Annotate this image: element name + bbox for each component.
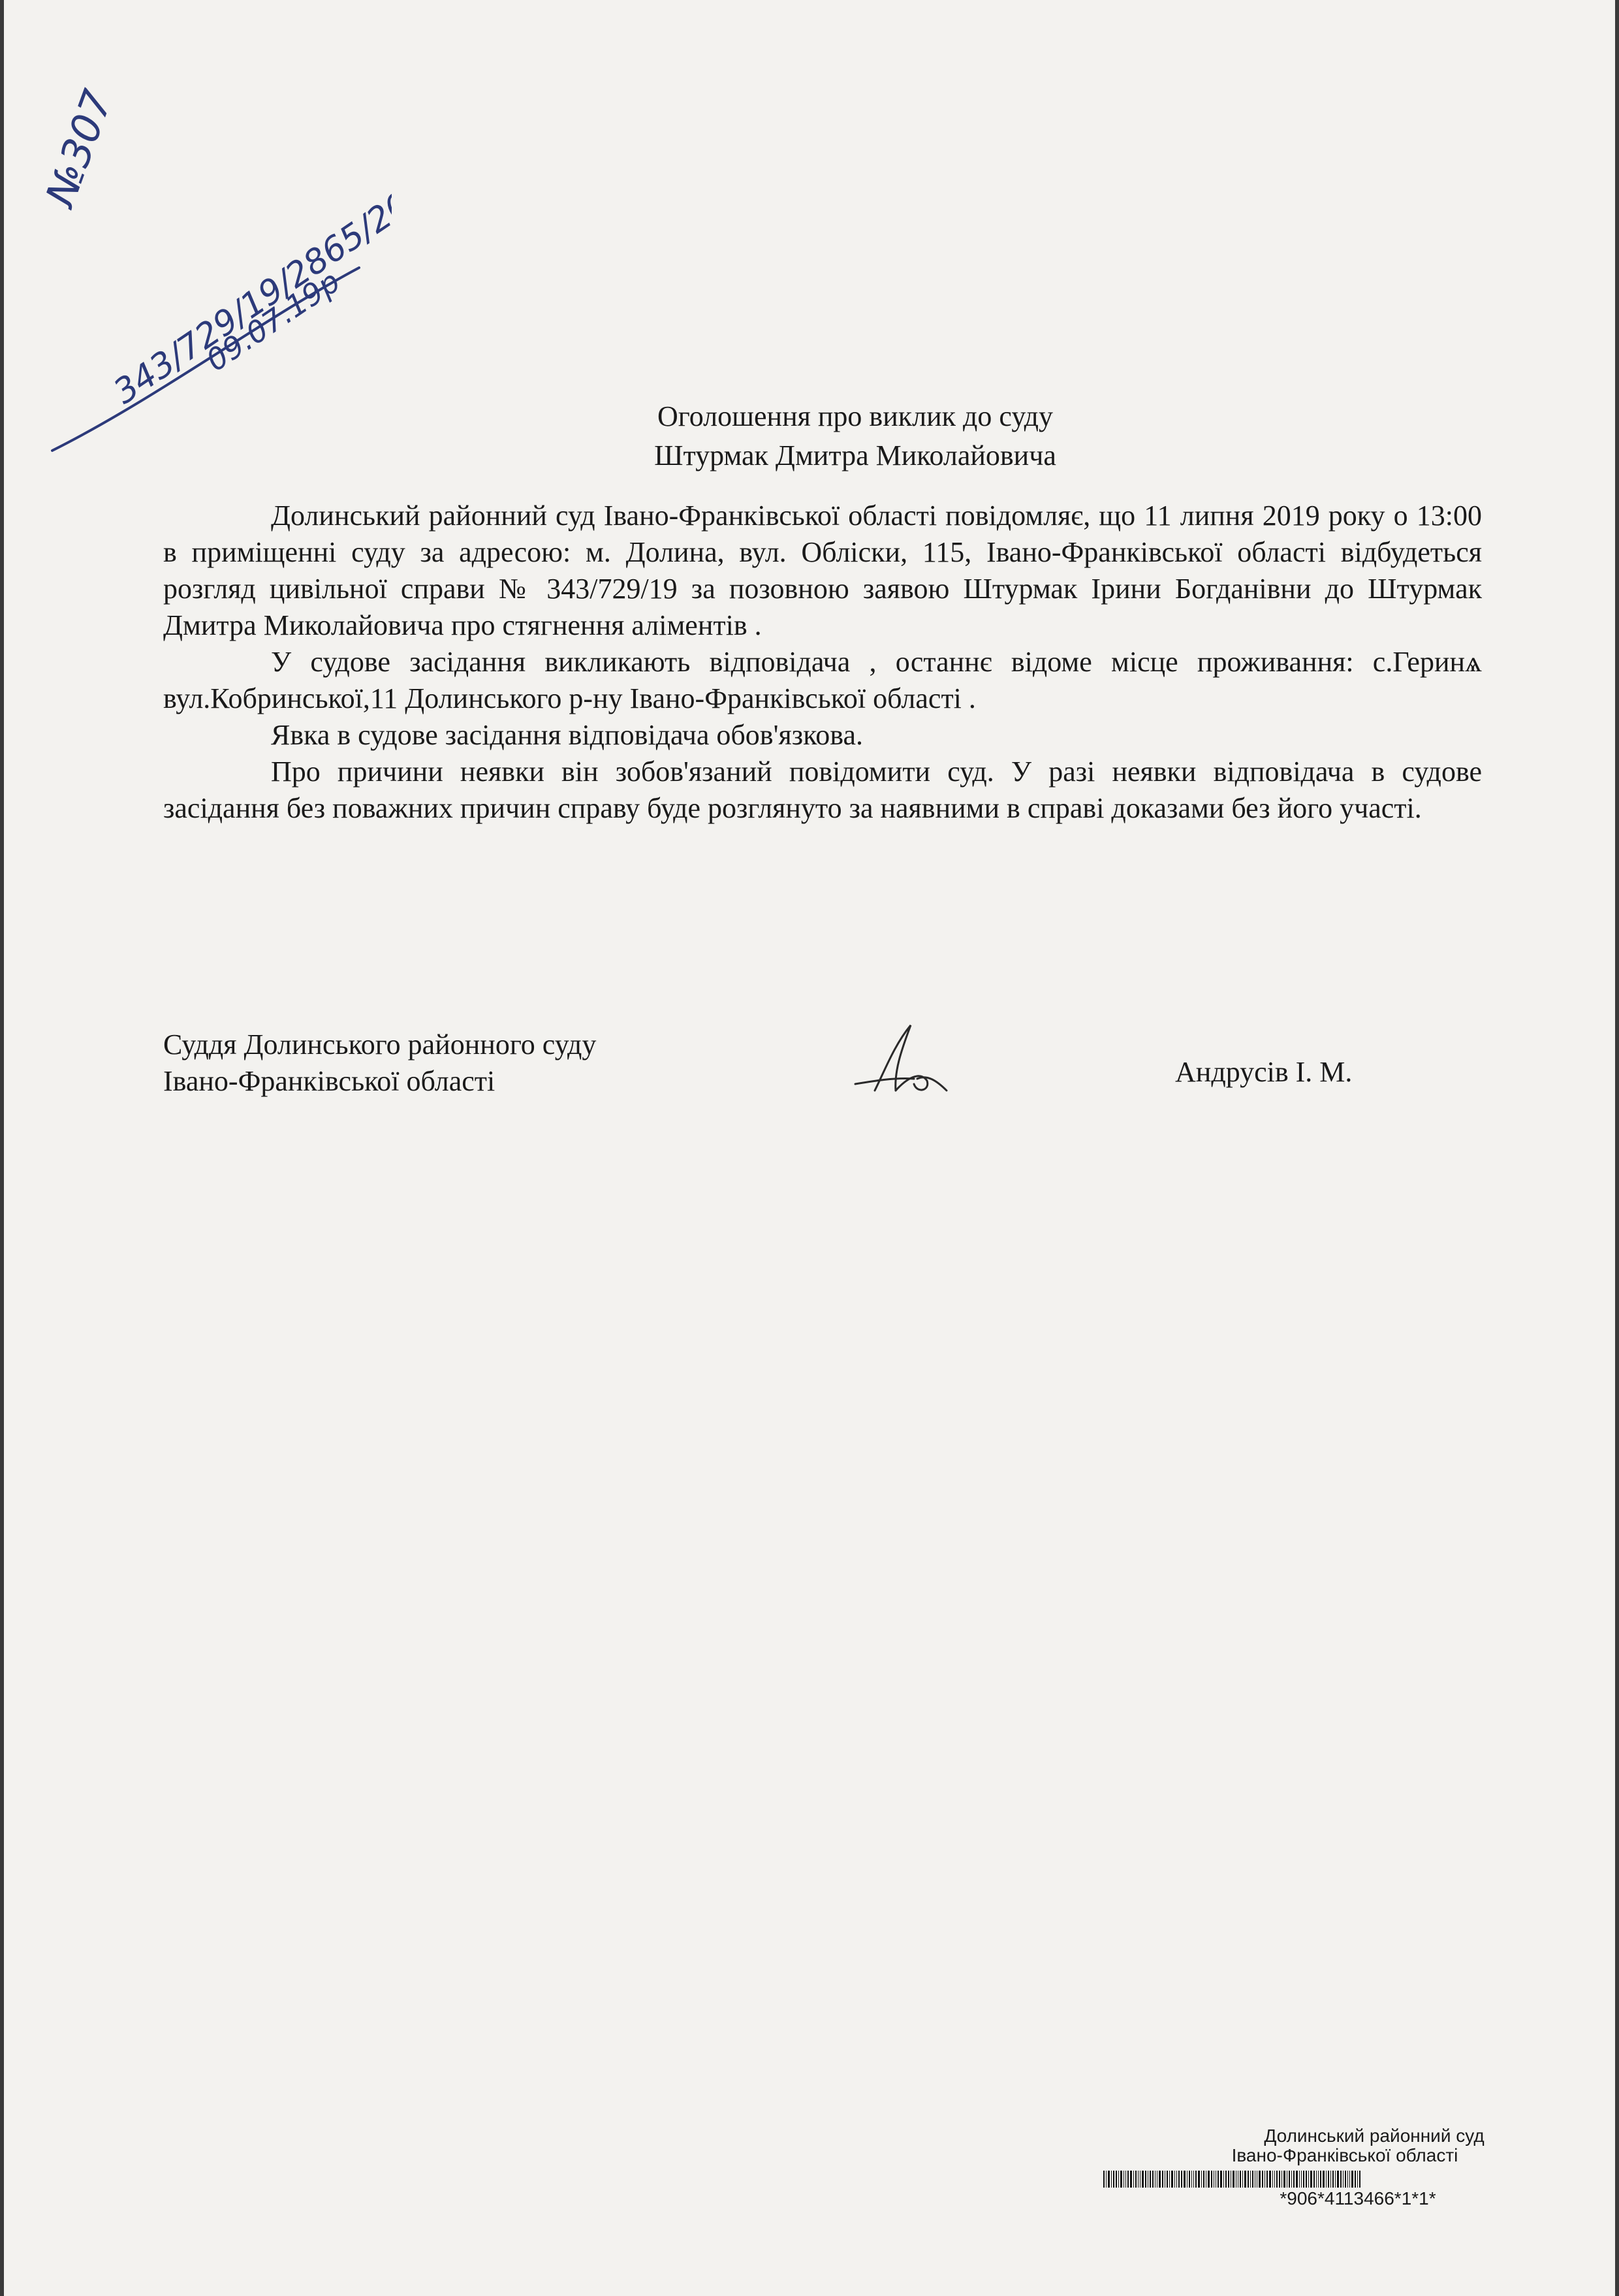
barcode-bar xyxy=(1310,2171,1312,2188)
stamp-region: Івано-Франківської області xyxy=(1231,2145,1458,2165)
barcode-bar xyxy=(1318,2171,1319,2188)
document-title: Оголошення про виклик до суду xyxy=(657,400,1053,432)
barcode-bar xyxy=(1351,2171,1353,2188)
barcode-bar xyxy=(1152,2171,1154,2188)
barcode-bar xyxy=(1355,2171,1356,2188)
barcode-bar xyxy=(1250,2171,1251,2188)
barcode-bar xyxy=(1252,2171,1253,2188)
barcode-bar xyxy=(1130,2171,1132,2188)
barcode-bar xyxy=(1142,2171,1144,2188)
barcode-bar xyxy=(1332,2171,1334,2188)
barcode-bar xyxy=(1171,2171,1173,2188)
barcode-bar xyxy=(1340,2171,1342,2188)
svg-text:343/729/19/2865/2019: 343/729/19/2865/2019 xyxy=(106,160,392,412)
barcode-bar xyxy=(1116,2171,1117,2188)
barcode-code: *906*4113466*1*1* xyxy=(1280,2188,1436,2208)
barcode-bar xyxy=(1326,2171,1327,2188)
barcode-bar xyxy=(1335,2171,1336,2188)
barcode-bar xyxy=(1337,2171,1339,2188)
judge-position-line2: Івано-Франківської області xyxy=(163,1065,495,1097)
barcode-bar xyxy=(1150,2171,1151,2188)
paragraph-hearing-notice: Долинський районний суд Івано-Франківської області повідомляє, що 11 липня 2019 року о 13:00 в приміщенні суду за адресою: м. Долина, вул. Обліски, 115, Івано-Франківської області відбудеться розгляд цивільної справи № 343/729/19 за позовною заявою Штурмак Ірини Богданівни до Штурмак Дмитра Миколайовича про стягнення аліментів . xyxy=(163,500,1482,641)
barcode-bar xyxy=(1233,2171,1234,2188)
barcode-bar xyxy=(1106,2171,1107,2188)
scan-edge-right xyxy=(1615,0,1619,2296)
barcode-bar xyxy=(1242,2171,1243,2188)
barcode-bar xyxy=(1228,2171,1229,2188)
barcode-bar xyxy=(1189,2171,1190,2188)
svg-text:09.07.19р: 09.07.19р xyxy=(199,263,347,379)
signature-drawing xyxy=(849,1019,953,1104)
barcode-bar xyxy=(1167,2171,1168,2188)
barcode-bar xyxy=(1135,2171,1137,2188)
barcode-bar xyxy=(1248,2171,1249,2188)
barcode-bar xyxy=(1266,2171,1268,2188)
judge-position xyxy=(163,1027,596,1100)
barcode-bar xyxy=(1138,2171,1139,2188)
barcode-bar xyxy=(1191,2171,1192,2188)
barcode-bar xyxy=(1276,2171,1278,2188)
barcode-bar xyxy=(1113,2171,1114,2188)
barcode xyxy=(1103,2169,1586,2188)
barcode-bar xyxy=(1296,2171,1298,2188)
barcode-bar xyxy=(1198,2171,1200,2188)
barcode-bar xyxy=(1184,2171,1186,2188)
barcode-bar xyxy=(1330,2171,1331,2188)
barcode-bar xyxy=(1349,2171,1350,2188)
barcode-bar xyxy=(1283,2171,1285,2188)
barcode-bar xyxy=(1293,2171,1295,2188)
barcode-bar xyxy=(1299,2171,1300,2188)
barcode-bar xyxy=(1301,2171,1302,2188)
barcode-bar xyxy=(1195,2171,1197,2188)
paragraph-attendance: Явка в судове засідання відповідача обов'язкова. xyxy=(271,719,863,751)
barcode-bar xyxy=(1103,2171,1105,2188)
barcode-bar xyxy=(1303,2171,1304,2188)
document-body xyxy=(163,498,1482,827)
barcode-bar xyxy=(1316,2171,1317,2188)
barcode-bar xyxy=(1269,2171,1271,2188)
paragraph-absence-consequence: Про причини неявки він зобов'язаний повідомити суд. У разі неявки відповідача в судове засідання без поважних причин справу буде розглянуто за наявними в справі доказами без його участі. xyxy=(163,756,1482,824)
barcode-bar xyxy=(1193,2171,1194,2188)
barcode-bar xyxy=(1308,2171,1309,2188)
barcode-bar xyxy=(1279,2171,1280,2188)
barcode-bar xyxy=(1178,2171,1180,2188)
barcode-bar xyxy=(1281,2171,1282,2188)
barcode-bar xyxy=(1359,2171,1360,2188)
barcode-bar xyxy=(1159,2171,1161,2188)
barcode-bar xyxy=(1108,2171,1110,2188)
barcode-bar xyxy=(1328,2171,1329,2188)
barcode-bar xyxy=(1289,2171,1290,2188)
barcode-bar xyxy=(1118,2171,1119,2188)
barcode-bar xyxy=(1345,2171,1346,2188)
barcode-bar xyxy=(1313,2171,1315,2188)
judge-position-line1: Суддя Долинського районного суду xyxy=(163,1028,597,1060)
stamp-court-name: Долинський районний суд xyxy=(1264,2126,1485,2146)
barcode-bar xyxy=(1225,2171,1227,2188)
document-subtitle-name: Штурмак Дмитра Миколайовича xyxy=(654,439,1056,471)
court-registration-stamp xyxy=(1103,2126,1586,2208)
barcode-bar xyxy=(1120,2171,1122,2188)
barcode-bar xyxy=(1291,2171,1292,2188)
barcode-bar xyxy=(1259,2171,1261,2188)
barcode-bar xyxy=(1262,2171,1263,2188)
barcode-bar xyxy=(1174,2171,1175,2188)
paragraph-summons-address: У судове засідання викликають відповідача , останнє відоме місце проживання: с.Геринѧ вул.Кобринської,11 Долинського р-ну Івано-Франківської області . xyxy=(163,646,1482,714)
barcode-bar xyxy=(1274,2171,1275,2188)
barcode-bar xyxy=(1162,2171,1163,2188)
handwritten-signature xyxy=(849,1019,953,1104)
barcode-bar xyxy=(1343,2171,1344,2188)
barcode-bar xyxy=(1145,2171,1146,2188)
barcode-bar xyxy=(1201,2171,1202,2188)
barcode-bar xyxy=(1211,2171,1212,2188)
barcode-bar xyxy=(1220,2171,1222,2188)
barcode-bar xyxy=(1320,2171,1321,2188)
svg-text:№307: №307 xyxy=(36,84,122,213)
barcode-bar xyxy=(1208,2171,1210,2188)
barcode-bar xyxy=(1125,2171,1126,2188)
barcode-bar xyxy=(1181,2171,1182,2188)
barcode-bar xyxy=(1306,2171,1307,2188)
barcode-bar xyxy=(1203,2171,1204,2188)
judge-name: Андрусів І. М. xyxy=(1175,1056,1353,1088)
scan-edge-left xyxy=(0,0,4,2296)
barcode-bar xyxy=(1347,2171,1348,2188)
barcode-bar xyxy=(1323,2171,1325,2188)
barcode-bar xyxy=(1218,2171,1219,2188)
barcode-bar xyxy=(1272,2171,1273,2188)
barcode-bar xyxy=(1244,2171,1246,2188)
barcode-bar xyxy=(1133,2171,1134,2188)
barcode-bar xyxy=(1176,2171,1177,2188)
barcode-bar xyxy=(1111,2171,1112,2188)
barcode-bar xyxy=(1223,2171,1224,2188)
barcode-bar xyxy=(1357,2171,1358,2188)
barcode-bar xyxy=(1169,2171,1170,2188)
barcode-bar xyxy=(1240,2171,1241,2188)
barcode-bar xyxy=(1127,2171,1129,2188)
